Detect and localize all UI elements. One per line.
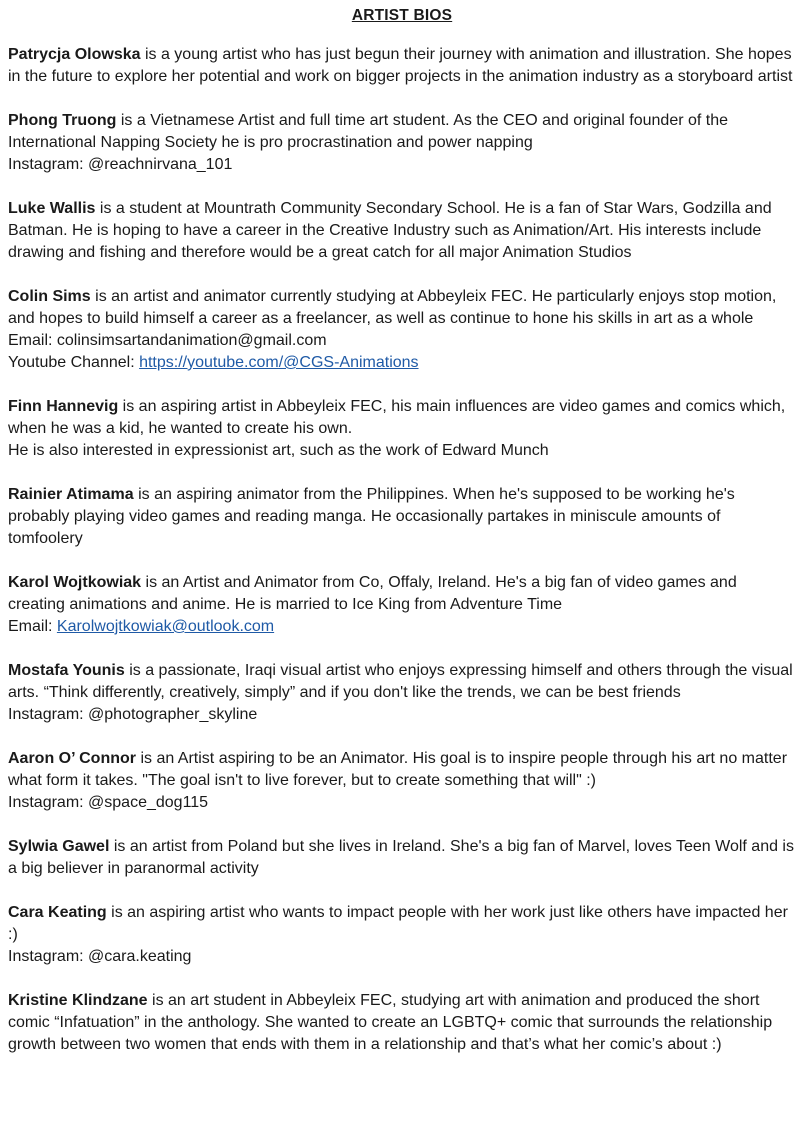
artist-bio	[8, 286, 796, 374]
contact-line	[8, 946, 796, 968]
artist-name: Sylwia Gawel	[8, 838, 110, 855]
contact-text: Email:	[8, 618, 57, 635]
contact-line	[8, 330, 796, 352]
artist-bio	[8, 572, 796, 638]
artist-name: Phong Truong	[8, 112, 117, 129]
contact-text: Instagram: @photographer_skyline	[8, 706, 258, 723]
artist-name: Colin Sims	[8, 288, 91, 305]
artist-bio	[8, 198, 796, 264]
bio-paragraph	[8, 198, 796, 264]
bio-paragraph	[8, 484, 796, 550]
bio-paragraph	[8, 902, 796, 946]
bio-paragraph	[8, 990, 796, 1056]
contact-text: Instagram: @reachnirvana_101	[8, 156, 233, 173]
bio-text: is an aspiring artist in Abbeyleix FEC, his main influences are video games and comics which, when he was a kid, he wanted to create his own.	[8, 398, 786, 437]
bio-list	[8, 44, 796, 1056]
artist-bio	[8, 110, 796, 176]
artist-bio	[8, 902, 796, 968]
contact-text: Instagram: @space_dog115	[8, 794, 209, 811]
bio-text: is a student at Mountrath Community Secondary School. He is a fan of Star Wars, Godzilla and Batman. He is hoping to have a career in the Creative Industry such as Animation/Art. His interests include drawing and fishing and therefore would be a great catch for all major Animation Studios	[8, 200, 772, 261]
artist-bio	[8, 484, 796, 550]
bio-text: is an aspiring animator from the Philippines. When he's supposed to be working he's probably playing video games and reading manga. He occasionally partakes in miniscule amounts of tomfoolery	[8, 486, 735, 547]
artist-name: Luke Wallis	[8, 200, 96, 217]
contact-text: He is also interested in expressionist art, such as the work of Edward Munch	[8, 442, 549, 459]
contact-text: Email: colinsimsartandanimation@gmail.com	[8, 332, 327, 349]
artist-name: Kristine Klindzane	[8, 992, 148, 1009]
bio-text: is a Vietnamese Artist and full time art student. As the CEO and original founder of the International Napping Society he is pro procrastination and power napping	[8, 112, 729, 151]
artist-name: Patrycja Olowska	[8, 46, 141, 63]
bio-paragraph	[8, 396, 796, 440]
bio-paragraph	[8, 110, 796, 154]
artist-name: Aaron O’ Connor	[8, 750, 136, 767]
bio-text: is an Artist aspiring to be an Animator. His goal is to inspire people through his art no matter what form it takes. "The goal isn't to live forever, but to create something that will" :)	[8, 750, 788, 789]
bio-text: is an artist and animator currently studying at Abbeyleix FEC. He particularly enjoys stop motion, and hopes to build himself a career as a freelancer, as well as continue to hone his skills in art as a whole	[8, 288, 777, 327]
bio-text: is an art student in Abbeyleix FEC, studying art with animation and produced the short comic “Infatuation” in the anthology. She wanted to create an LGBTQ+ comic that surrounds the relationship growth between two women that ends with them in a relationship and that’s what her comic’s about :)	[8, 992, 773, 1053]
contact-line	[8, 616, 796, 638]
contact-line	[8, 792, 796, 814]
artist-bio	[8, 836, 796, 880]
artist-name: Finn Hannevig	[8, 398, 119, 415]
bio-paragraph	[8, 44, 796, 88]
bio-text: is a passionate, Iraqi visual artist who enjoys expressing himself and others through the visual arts. “Think differently, creatively, simply” and if you don't like the trends, we can be best friends	[8, 662, 793, 701]
bio-text: is an Artist and Animator from Co, Offaly, Ireland. He's a big fan of video games and creating animations and anime. He is married to Ice King from Adventure Time	[8, 574, 737, 613]
bio-paragraph	[8, 572, 796, 616]
contact-text: Youtube Channel:	[8, 354, 140, 371]
artist-name: Rainier Atimama	[8, 486, 134, 503]
artist-bio	[8, 660, 796, 726]
bio-paragraph	[8, 748, 796, 792]
bio-text: is a young artist who has just begun their journey with animation and illustration. She hopes in the future to explore her potential and work on bigger projects in the animation industry as a storyboard artist	[8, 46, 793, 85]
contact-line	[8, 440, 796, 462]
artist-name: Karol Wojtkowiak	[8, 574, 142, 591]
artist-bio	[8, 44, 796, 88]
artist-name: Mostafa Younis	[8, 662, 125, 679]
artist-name: Cara Keating	[8, 904, 107, 921]
document-title: ARTIST BIOS	[351, 7, 453, 24]
contact-link[interactable]: https://youtube.com/@CGS-Animations	[139, 354, 419, 371]
artist-bio	[8, 748, 796, 814]
artist-bio	[8, 990, 796, 1056]
bio-paragraph	[8, 286, 796, 330]
bio-text: is an aspiring artist who wants to impact people with her work just like others have impacted her :)	[8, 904, 788, 943]
contact-line	[8, 704, 796, 726]
bio-paragraph	[8, 836, 796, 880]
bio-text: is an artist from Poland but she lives in Ireland. She's a big fan of Marvel, loves Teen Wolf and is a big believer in paranormal activity	[8, 838, 794, 877]
artist-bio	[8, 396, 796, 462]
contact-line	[8, 154, 796, 176]
bio-paragraph	[8, 660, 796, 704]
contact-line	[8, 352, 796, 374]
contact-text: Instagram: @cara.keating	[8, 948, 192, 965]
contact-link[interactable]: Karolwojtkowiak@outlook.com	[56, 618, 275, 635]
